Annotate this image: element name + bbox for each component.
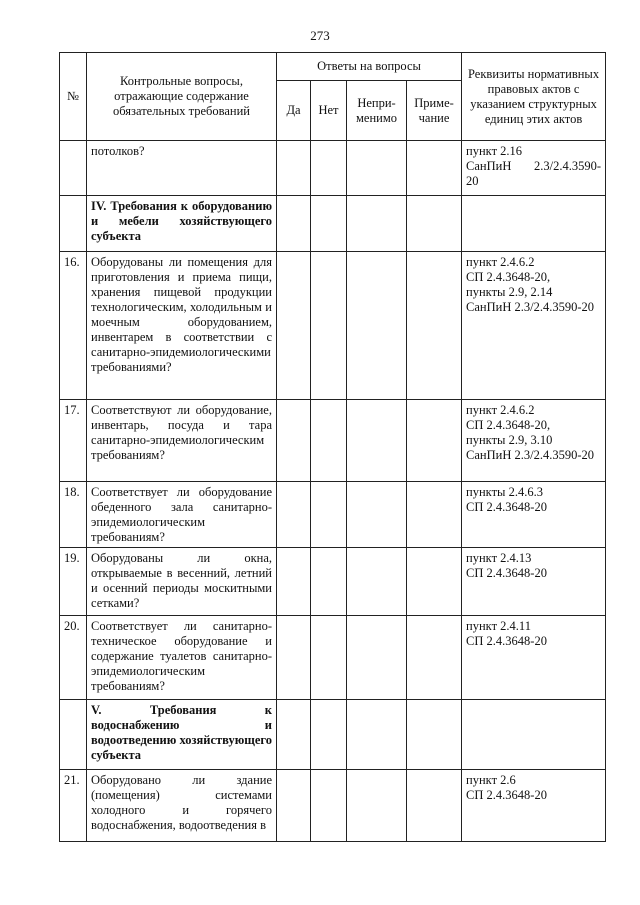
header-yes: Да	[277, 81, 311, 141]
header-not-applicable: Непри-менимо	[347, 81, 407, 141]
header-note: Приме-чание	[407, 81, 462, 141]
question-cell: Соответствует ли оборудование обеденного зала санитарно-эпидемиологическим требованиям?	[87, 482, 277, 548]
question-cell: Оборудованы ли помещения для приготовления и приема пищи, хранения пищевой продукции технологическим, холодильным и моечным оборудованием, инвентарем в соответствии с санитарно-эпидемиологическими требованиями?	[87, 252, 277, 400]
table-row	[60, 400, 606, 482]
row-number: 17.	[60, 400, 87, 482]
section-title: IV. Требования к оборудованию и мебели хозяйствующего субъекта	[87, 196, 277, 252]
requisites-cell: пункт 2.16 СанПиН 2.3/2.4.3590- 20	[462, 141, 606, 196]
requirements-table	[59, 52, 606, 842]
row-number: 19.	[60, 548, 87, 616]
requisites-cell: пункт 2.6 СП 2.4.3648-20	[462, 770, 606, 842]
table-row	[60, 770, 606, 842]
question-cell: потолков?	[87, 141, 277, 196]
question-cell: Соответствуют ли оборудование, инвентарь, посуда и тара санитарно-эпидемиологическим требованиям?	[87, 400, 277, 482]
table-row	[60, 548, 606, 616]
section-row	[60, 700, 606, 770]
page-number: 273	[310, 28, 330, 43]
section-row	[60, 196, 606, 252]
requisites-cell: пункт 2.4.13 СП 2.4.3648-20	[462, 548, 606, 616]
requisites-cell: пункт 2.4.11 СП 2.4.3648-20	[462, 616, 606, 700]
section-title: V. Требования к водоснабжению и водоотведению хозяйствующего субъекта	[87, 700, 277, 770]
question-cell: Соответствует ли санитарно-техническое оборудование и содержание туалетов санитарно-эпидемиологическим требованиям?	[87, 616, 277, 700]
requisites-cell: пункт 2.4.6.2 СП 2.4.3648-20, пункты 2.9, 2.14 СанПиН 2.3/2.4.3590-20	[462, 252, 606, 400]
table-row	[60, 252, 606, 400]
table-row	[60, 482, 606, 548]
header-num: №	[60, 53, 87, 141]
row-number: 21.	[60, 770, 87, 842]
table-row	[60, 141, 606, 196]
row-number: 16.	[60, 252, 87, 400]
question-cell: Оборудовано ли здание (помещения) системами холодного и горячего водоснабжения, водоотведения в	[87, 770, 277, 842]
header-answers: Ответы на вопросы	[277, 53, 462, 81]
answer-cell	[347, 141, 407, 196]
question-cell: Оборудованы ли окна, открываемые в весенний, летний и осенний периоды москитными сетками?	[87, 548, 277, 616]
header-requisites: Реквизиты нормативных правовых актов с указанием структурных единиц этих актов	[462, 53, 606, 141]
header-question: Контрольные вопросы, отражающие содержание обязательных требований	[87, 53, 277, 141]
header-row	[60, 53, 606, 81]
header-no: Нет	[311, 81, 347, 141]
requisites-cell: пункт 2.4.6.2 СП 2.4.3648-20, пункты 2.9, 3.10 СанПиН 2.3/2.4.3590-20	[462, 400, 606, 482]
requisites-cell: пункты 2.4.6.3 СП 2.4.3648-20	[462, 482, 606, 548]
answer-cell	[407, 141, 462, 196]
table-row	[60, 616, 606, 700]
row-number: 20.	[60, 616, 87, 700]
answer-cell	[277, 141, 311, 196]
row-number: 18.	[60, 482, 87, 548]
answer-cell	[311, 141, 347, 196]
